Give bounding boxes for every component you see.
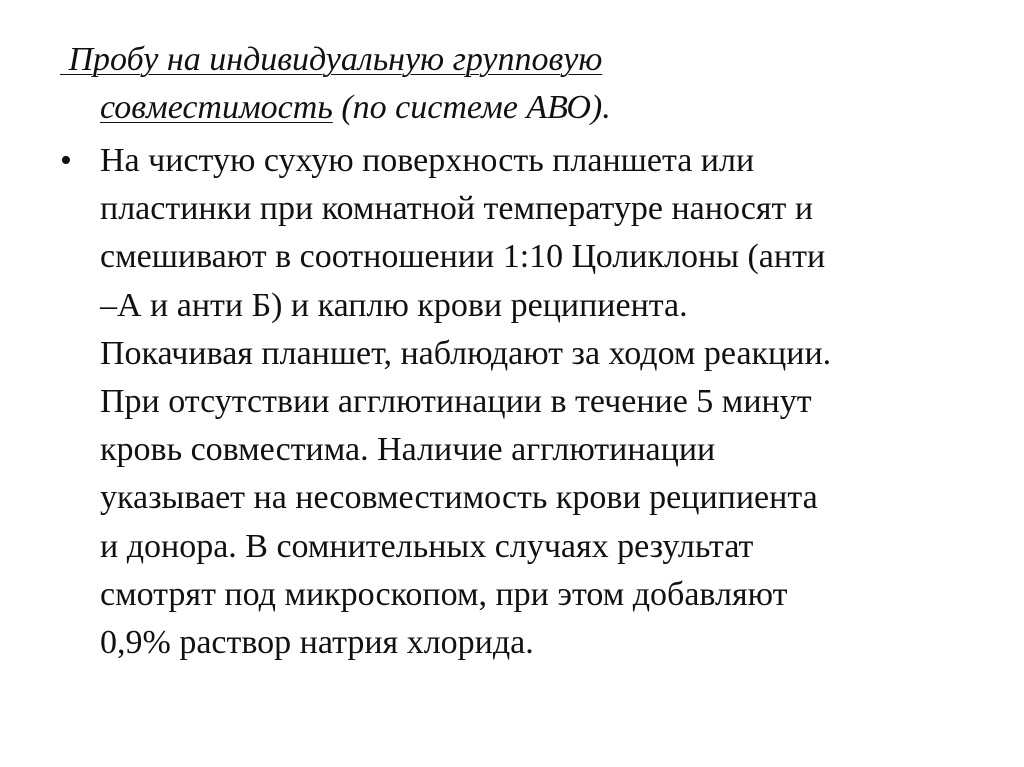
bullet-item: [60, 137, 980, 667]
bullet-line: кровь совместима. Наличие агглютинации: [100, 431, 716, 469]
bullet-line: указывает на несовместимость крови реципиента: [100, 479, 818, 517]
heading-lead-space: [60, 41, 69, 78]
bullet-line: смотрят под микроскопом, при этом добавляют: [100, 575, 788, 613]
slide-heading: [60, 36, 920, 132]
bullet-line: пластинки при комнатной температуре наносят и: [100, 190, 814, 228]
bullet-line: смешивают в соотношении 1:10 Цоликлоны (анти: [100, 238, 826, 276]
bullet-list: [60, 137, 980, 667]
bullet-line: Покачивая планшет, наблюдают за ходом реакции.: [100, 334, 832, 372]
bullet-line: На чистую сухую поверхность планшета или: [100, 142, 755, 179]
heading-line-1: [60, 41, 602, 78]
bullet-line: и донора. В сомнительных случаях результат: [100, 527, 754, 565]
bullet-marker: •: [60, 142, 72, 179]
heading-line-2-rest: (по системе АВО).: [332, 89, 611, 126]
heading-line-1-text: Пробу на индивидуальную групповую: [68, 41, 603, 78]
bullet-line: 0,9% раствор натрия хлорида.: [100, 624, 534, 662]
heading-underlined-term: совместимость: [100, 89, 333, 126]
heading-line-2: [60, 84, 920, 132]
bullet-line: –А и анти Б) и каплю крови реципиента.: [100, 286, 688, 324]
bullet-line: При отсутствии агглютинации в течение 5 минут: [100, 383, 812, 421]
